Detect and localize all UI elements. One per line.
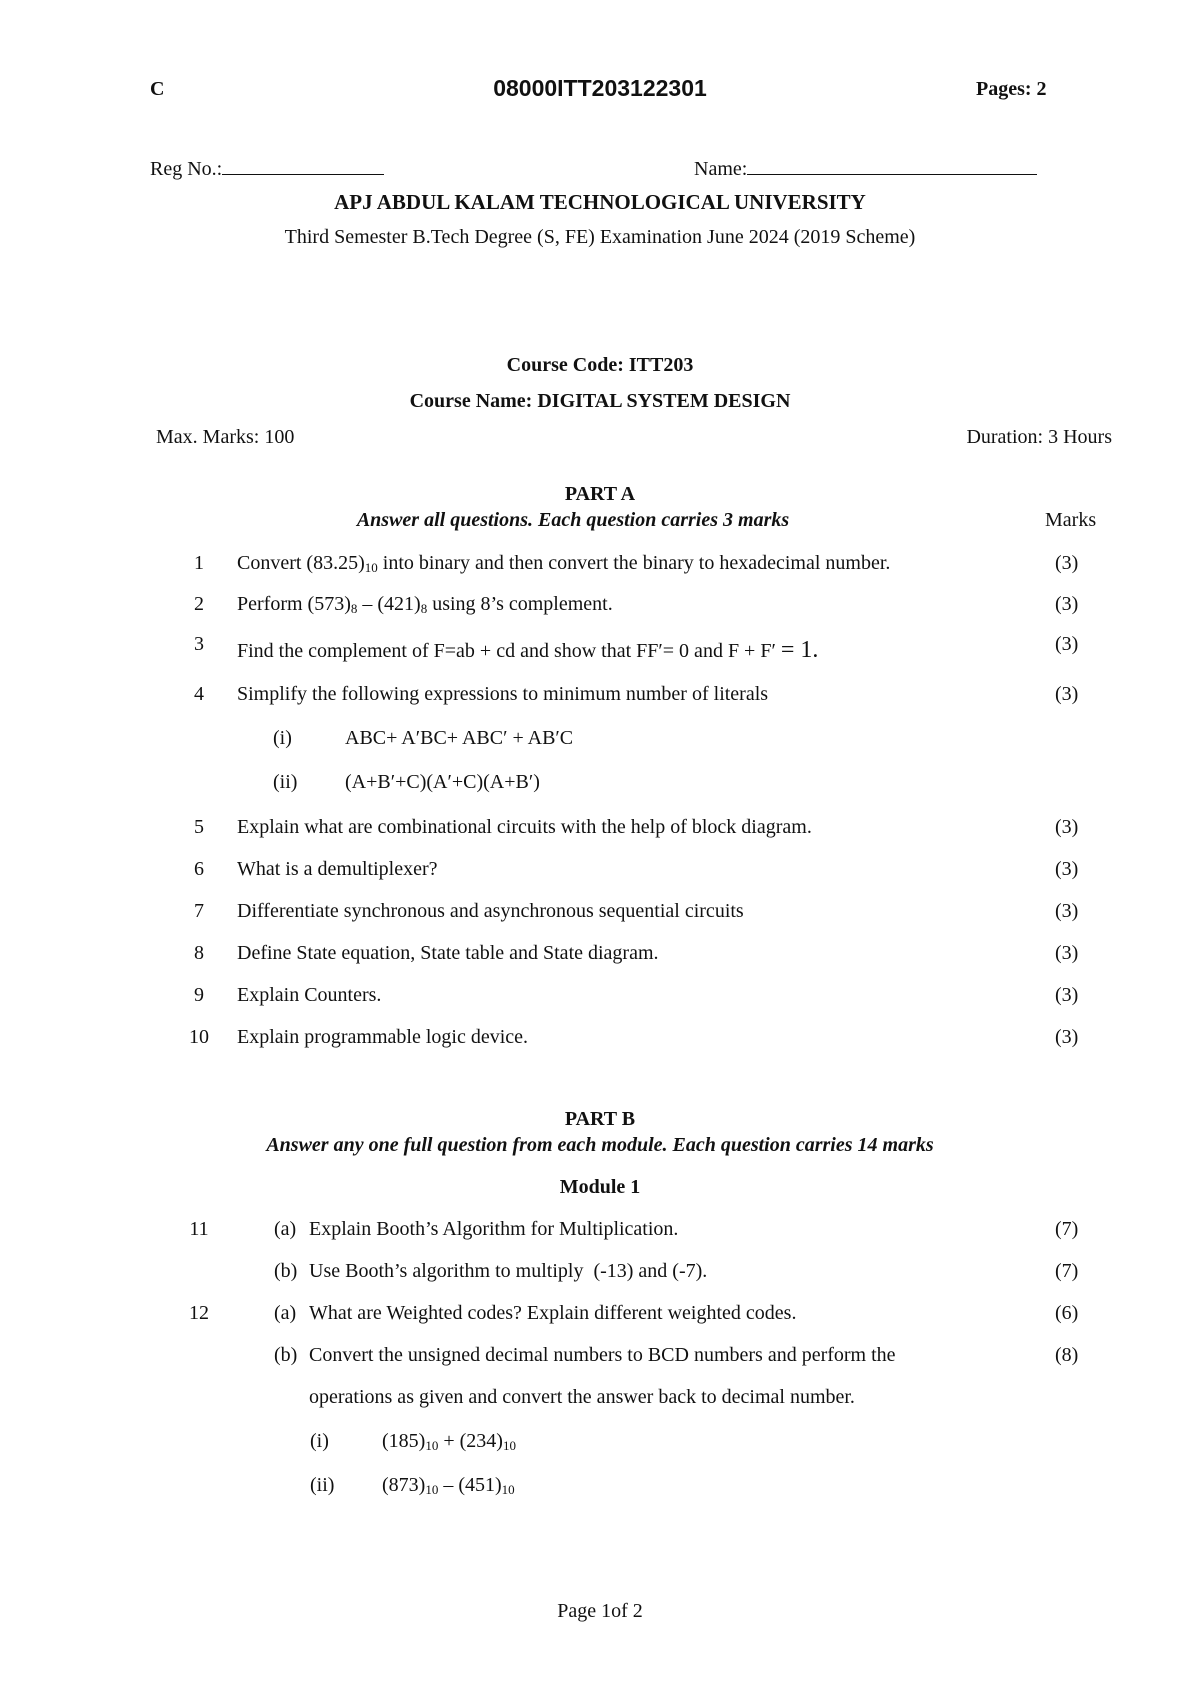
question-number: 12 — [189, 1302, 209, 1324]
question-marks: (3) — [1055, 984, 1079, 1006]
subpart-label: (a) — [274, 1218, 297, 1240]
part-b-title: PART B — [564, 1108, 636, 1130]
question-marks: (7) — [1055, 1260, 1079, 1282]
question-number: 2 — [194, 593, 204, 615]
subscript: 10 — [364, 560, 378, 575]
name-blank — [747, 156, 1037, 175]
question-number: 11 — [189, 1218, 209, 1240]
question-marks: (3) — [1055, 816, 1079, 838]
question-number: 7 — [194, 900, 204, 922]
header-left-code: C — [150, 78, 165, 100]
subpart-label: (i) — [310, 1430, 329, 1452]
paper-code: 08000ITT203122301 — [493, 75, 707, 101]
question-marks: (3) — [1055, 633, 1079, 655]
question-number: 8 — [194, 942, 204, 964]
text-part: Find the complement of F=ab + cd and show that FF′= 0 and F + F′ — [237, 640, 781, 662]
question-number: 9 — [194, 984, 204, 1006]
question-number: 5 — [194, 816, 204, 838]
text-part: (185) — [382, 1430, 426, 1452]
question-number: 3 — [194, 633, 204, 655]
subpart-expression — [382, 1474, 515, 1497]
subpart-text: Convert the unsigned decimal numbers to BCD numbers and perform the — [309, 1344, 896, 1366]
question-text: Explain what are combinational circuits with the help of block diagram. — [237, 816, 812, 838]
text-part: – (421) — [357, 593, 421, 615]
subscript: 10 — [502, 1438, 516, 1453]
text-part: (873) — [382, 1474, 426, 1496]
subpart-label: (i) — [273, 727, 292, 749]
subpart-text-continued: operations as given and convert the answer back to decimal number. — [309, 1386, 855, 1408]
text-part: – (451) — [438, 1474, 502, 1496]
subpart-text: (A+B′+C)(A′+C)(A+B′) — [345, 771, 540, 793]
subscript: 10 — [501, 1482, 515, 1497]
question-marks: (6) — [1055, 1302, 1079, 1324]
part-a-title: PART A — [564, 483, 636, 505]
reg-no-blank — [222, 156, 384, 175]
subpart-text: Explain Booth’s Algorithm for Multiplication. — [309, 1218, 679, 1240]
question-marks: (3) — [1055, 858, 1079, 880]
text-part: into binary and then convert the binary to hexadecimal number. — [377, 552, 891, 574]
question-marks: (3) — [1055, 942, 1079, 964]
question-number: 1 — [194, 552, 204, 574]
question-marks: (3) — [1055, 552, 1079, 574]
text-part-large: = 1. — [780, 637, 819, 663]
subpart-label: (ii) — [273, 771, 298, 793]
course-name-label: Course Name: — [409, 390, 538, 412]
subscript: 10 — [425, 1438, 439, 1453]
question-text — [237, 552, 890, 575]
part-a-instruction: Answer all questions. Each question carries 3 marks — [356, 509, 790, 531]
question-text — [237, 637, 818, 664]
question-number: 6 — [194, 858, 204, 880]
course-name-value: DIGITAL SYSTEM DESIGN — [537, 390, 791, 412]
subpart-expression — [382, 1430, 516, 1453]
question-text: Differentiate synchronous and asynchronous sequential circuits — [237, 900, 744, 922]
page-count: Pages: 2 — [976, 78, 1047, 100]
reg-no-label: Reg No.: — [150, 158, 223, 180]
name-field — [694, 156, 1037, 181]
subscript: 8 — [420, 601, 428, 616]
question-text — [237, 593, 613, 616]
reg-no-field — [150, 156, 384, 181]
part-b-instruction: Answer any one full question from each module. Each question carries 14 marks — [266, 1134, 934, 1156]
question-text: Simplify the following expressions to minimum number of literals — [237, 683, 769, 705]
duration: Duration: 3 Hours — [966, 426, 1112, 448]
subpart-label: (b) — [274, 1344, 298, 1366]
max-marks: Max. Marks: 100 — [156, 426, 295, 448]
name-label: Name: — [694, 158, 748, 180]
question-marks: (8) — [1055, 1344, 1079, 1366]
question-text: What is a demultiplexer? — [237, 858, 438, 880]
text-part: + (234) — [438, 1430, 503, 1452]
question-text: Explain Counters. — [237, 984, 382, 1006]
subpart-label: (ii) — [310, 1474, 335, 1496]
question-marks: (3) — [1055, 1026, 1079, 1048]
question-marks: (3) — [1055, 900, 1079, 922]
question-number: 10 — [189, 1026, 209, 1048]
question-marks: (3) — [1055, 683, 1079, 705]
page-footer: Page 1of 2 — [557, 1600, 643, 1622]
course-code: Course Code: ITT203 — [506, 354, 694, 376]
text-part: Convert (83.25) — [237, 552, 365, 574]
university-title: APJ ABDUL KALAM TECHNOLOGICAL UNIVERSITY — [334, 190, 866, 214]
course-name — [0, 390, 1200, 413]
marks-column-header: Marks — [1045, 509, 1097, 531]
subpart-text: Use Booth’s algorithm to multiply (-13) and (-7). — [309, 1260, 708, 1282]
text-part: using 8’s complement. — [427, 593, 613, 615]
subpart-label: (a) — [274, 1302, 297, 1324]
question-text: Explain programmable logic device. — [237, 1026, 529, 1048]
module-title: Module 1 — [559, 1176, 641, 1198]
question-number: 4 — [194, 683, 204, 705]
subpart-text: ABC+ A′BC+ ABC′ + AB′C — [345, 727, 574, 749]
exam-title: Third Semester B.Tech Degree (S, FE) Examination June 2024 (2019 Scheme) — [284, 226, 916, 248]
subpart-text: What are Weighted codes? Explain different weighted codes. — [309, 1302, 797, 1324]
question-text: Define State equation, State table and State diagram. — [237, 942, 659, 964]
subscript: 10 — [425, 1482, 439, 1497]
subscript: 8 — [350, 601, 358, 616]
question-marks: (3) — [1055, 593, 1079, 615]
text-part: Perform (573) — [237, 593, 351, 615]
question-marks: (7) — [1055, 1218, 1079, 1240]
subpart-label: (b) — [274, 1260, 298, 1282]
